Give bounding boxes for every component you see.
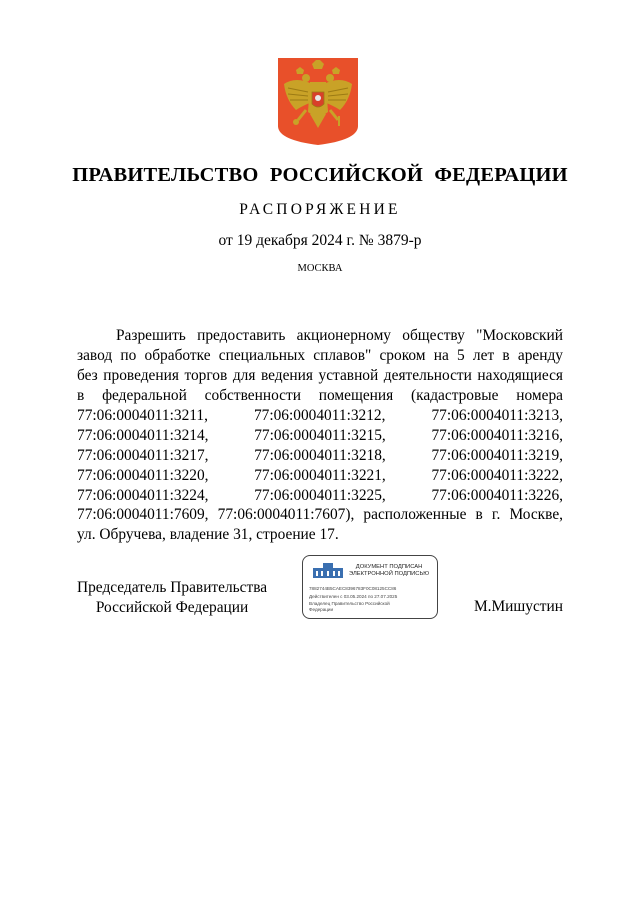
text-line: 77:06:0004011:3224, 77:06:0004011:3225, 77:06:0004011:3226,	[77, 486, 563, 504]
position-line: Российской Федерации	[95, 599, 249, 616]
text-line: 77:06:0004011:3217, 77:06:0004011:3218, 77:06:0004011:3219,	[77, 446, 563, 464]
certificate-validity: Действителен с 03.05.2024 по 27.07.2025	[309, 594, 398, 599]
stamp-title	[349, 564, 429, 578]
certificate-owner: Федерации	[309, 607, 334, 612]
document-date-number: от 19 декабря 2024 г. № 3879-р	[218, 232, 422, 249]
stamp-title-line: ЭЛЕКТРОННОЙ ПОДПИСЬЮ	[349, 571, 430, 577]
text-line: 77:06:0004011:7609, 77:06:0004011:7607), расположенные в г. Москве,	[77, 506, 563, 524]
government-building-icon	[311, 562, 345, 580]
text-line: Разрешить предоставить акционерному обществу "Московский	[116, 327, 563, 344]
text-line: завод по обработке специальных сплавов" сроком на 5 лет в аренду	[77, 346, 563, 364]
text-line: без проведения торгов для ведения уставной деятельности находящиеся	[77, 366, 563, 384]
text-line: 77:06:0004011:3211, 77:06:0004011:3212, 77:06:0004011:3213,	[77, 406, 563, 424]
order-text	[77, 326, 563, 545]
text-line: ул. Обручева, владение 31, строение 17.	[77, 526, 339, 544]
city-name: МОСКВА	[297, 263, 343, 274]
text-line: 77:06:0004011:3220, 77:06:0004011:3221, 77:06:0004011:3222,	[77, 466, 563, 484]
stamp-title-line: ДОКУМЕНТ ПОДПИСАН	[355, 564, 423, 570]
government-title: ПРАВИТЕЛЬСТВО РОССИЙСКОЙ ФЕДЕРАЦИИ	[72, 164, 568, 186]
signatory-name: М.Мишустин	[473, 598, 563, 615]
signatory-position	[77, 578, 267, 618]
coat-of-arms-emblem	[276, 56, 360, 146]
text-line: в федеральной собственности помещения (кадастровые номера	[77, 386, 563, 404]
electronic-signature-stamp	[302, 555, 438, 619]
text-line: 77:06:0004011:3214, 77:06:0004011:3215, 77:06:0004011:3216,	[77, 426, 563, 444]
certificate-number: 7882744B5CAEC8396783F0C08125CC86	[309, 586, 397, 591]
position-line: Председатель Правительства	[77, 579, 268, 596]
document-type: РАСПОРЯЖЕНИЕ	[239, 201, 401, 218]
certificate-owner: Владелец Правительство Российской	[309, 601, 390, 606]
